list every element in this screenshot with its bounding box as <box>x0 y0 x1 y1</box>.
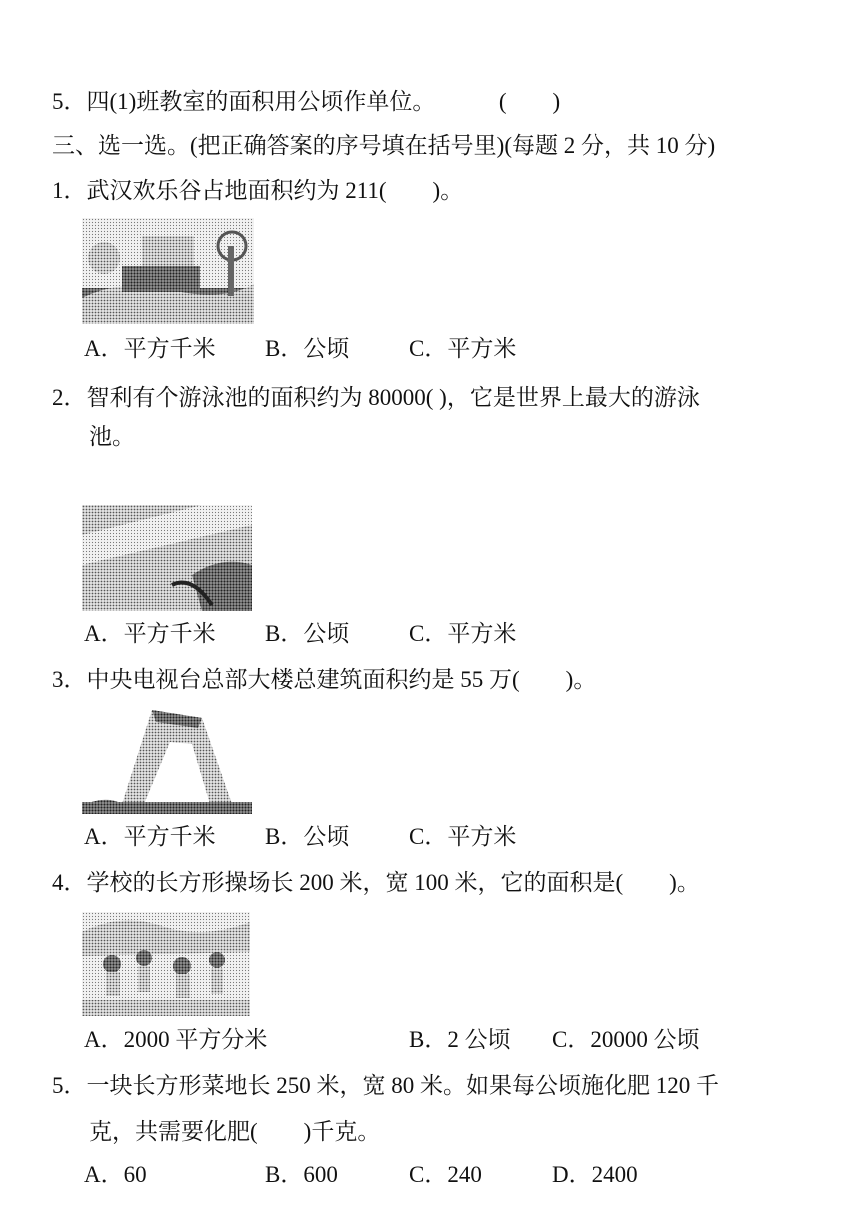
question-5-option-d: D．2400 <box>552 1162 638 1187</box>
question-1-option-a: A．平方千米 <box>84 336 216 361</box>
prev-item-text: 5．四(1)班教室的面积用公顷作单位。 <box>52 89 436 114</box>
question-2-option-b: B．公顷 <box>265 621 350 646</box>
question-2-option-c: C．平方米 <box>409 621 517 646</box>
prev-item-5 <box>52 87 560 117</box>
swimming-pool-photo-icon <box>82 505 252 611</box>
playground-photo-icon <box>82 912 250 1016</box>
question-4-option-b: B．2 公顷 <box>409 1027 511 1052</box>
question-4-option-a: A．2000 平方分米 <box>84 1027 268 1052</box>
question-5-stem-line1: 5．一块长方形菜地长 250 米，宽 80 米。如果每公顷施化肥 120 千 <box>52 1073 719 1098</box>
question-3-stem: 3．中央电视台总部大楼总建筑面积约是 55 万( )。 <box>52 667 597 692</box>
question-3-option-a: A．平方千米 <box>84 824 216 849</box>
question-2-stem-line1: 2．智利有个游泳池的面积约为 80000( )，它是世界上最大的游泳 <box>52 385 700 410</box>
question-1-stem: 1．武汉欢乐谷占地面积约为 211( )。 <box>52 178 464 203</box>
question-2-stem-line2: 池。 <box>89 424 135 449</box>
question-5-option-b: B．600 <box>265 1162 338 1187</box>
section-heading: 三、选一选。(把正确答案的序号填在括号里)(每题 2 分，共 10 分) <box>52 133 716 158</box>
question-4-option-c: C．20000 公顷 <box>552 1027 700 1052</box>
question-5-stem-line2: 克，共需要化肥( )千克。 <box>89 1119 381 1144</box>
answer-bracket: ( ) <box>498 89 561 114</box>
amusement-park-photo-icon <box>82 218 254 324</box>
question-4-stem: 4．学校的长方形操场长 200 米，宽 100 米，它的面积是( )。 <box>52 870 700 895</box>
question-5-option-c: C．240 <box>409 1162 482 1187</box>
question-1-option-b: B．公顷 <box>265 336 350 361</box>
question-5-option-a: A．60 <box>84 1162 147 1187</box>
question-1-option-c: C．平方米 <box>409 336 517 361</box>
cctv-building-photo-icon <box>82 704 252 814</box>
question-3-option-c: C．平方米 <box>409 824 517 849</box>
question-3-option-b: B．公顷 <box>265 824 350 849</box>
question-2-option-a: A．平方千米 <box>84 621 216 646</box>
